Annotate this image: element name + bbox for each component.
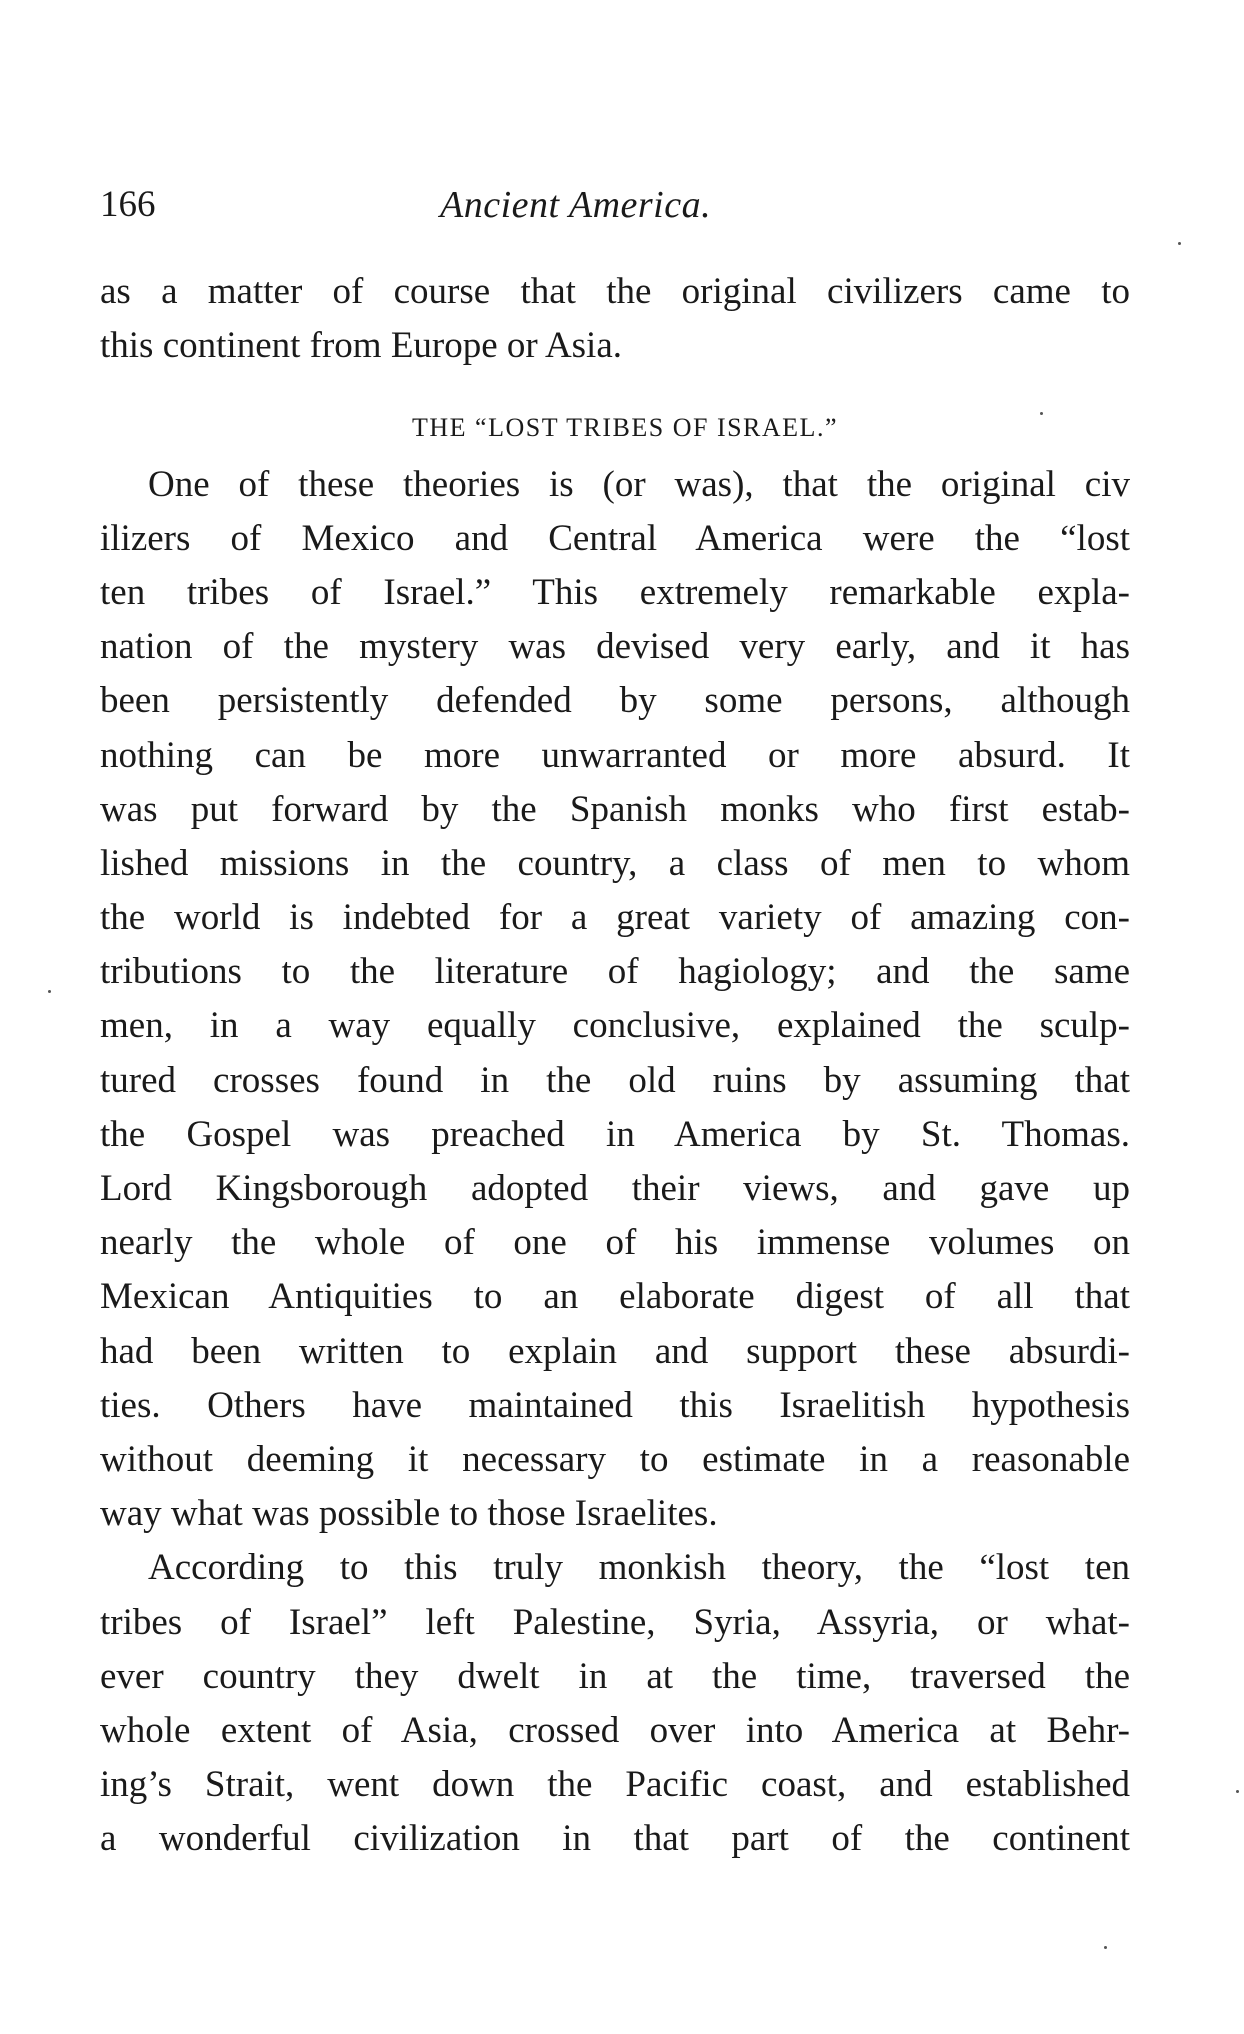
running-title: Ancient America. xyxy=(440,184,712,226)
text-line: nation of the mystery was devised very early, and it has xyxy=(100,626,1130,668)
text-line: a wonderful civilization in that part of the continent xyxy=(100,1818,1130,1860)
scan-speck xyxy=(1040,412,1043,415)
text-line: Lord Kingsborough adopted their views, and gave up xyxy=(100,1168,1130,1209)
text-line: ten tribes of Israel.” This extremely remarkable expla- xyxy=(100,571,1130,613)
scan-speck xyxy=(1236,1790,1239,1793)
text-line: men, in a way equally conclusive, explained the sculp- xyxy=(100,1005,1130,1047)
text-line: the world is indebted for a great variety of amazing con- xyxy=(100,897,1130,939)
text-line: According to this truly monkish theory, the “lost ten xyxy=(148,1547,1130,1589)
text-line: tured crosses found in the old ruins by assuming that xyxy=(100,1059,1130,1101)
text-line: ilizers of Mexico and Central America were the “lost xyxy=(100,517,1130,559)
body-text xyxy=(100,265,1130,1866)
text-line: this continent from Europe or Asia. xyxy=(100,325,623,367)
running-head xyxy=(100,180,1130,236)
section-heading: THE “LOST TRIBES OF ISRAEL.” xyxy=(412,413,838,443)
text-line: lished missions in the country, a class of men to whom xyxy=(100,842,1130,884)
text-line: tributions to the literature of hagiology; and the same xyxy=(100,951,1130,993)
text-line: had been written to explain and support these absurdi- xyxy=(100,1330,1130,1372)
text-line: been persistently defended by some persons, although xyxy=(100,680,1130,722)
text-line: nothing can be more unwarranted or more absurd. It xyxy=(100,734,1130,776)
text-line: ever country they dwelt in at the time, traversed the xyxy=(100,1655,1130,1697)
text-line: whole extent of Asia, crossed over into America at Behr- xyxy=(100,1709,1130,1751)
scan-speck xyxy=(1104,1946,1107,1949)
text-line: was put forward by the Spanish monks who first estab- xyxy=(100,788,1130,830)
text-line: ing’s Strait, went down the Pacific coast, and established xyxy=(100,1764,1130,1806)
page-number: 166 xyxy=(100,184,156,225)
text-line: One of these theories is (or was), that the original civ xyxy=(148,463,1130,505)
text-line: ties. Others have maintained this Israelitish hypothesis xyxy=(100,1384,1130,1426)
scan-speck xyxy=(1178,242,1181,245)
text-line: Mexican Antiquities to an elaborate digest of all that xyxy=(100,1276,1130,1318)
text-line: tribes of Israel” left Palestine, Syria, Assyria, or what- xyxy=(100,1601,1130,1643)
text-line: nearly the whole of one of his immense volumes on xyxy=(100,1222,1130,1264)
text-line: way what was possible to those Israelites. xyxy=(100,1493,718,1535)
text-line: without deeming it necessary to estimate in a reasonable xyxy=(100,1438,1130,1480)
text-line: the Gospel was preached in America by St. Thomas. xyxy=(100,1113,1130,1155)
scan-speck xyxy=(48,990,51,993)
book-page xyxy=(100,0,1130,2034)
text-line: as a matter of course that the original civilizers came to xyxy=(100,271,1130,312)
